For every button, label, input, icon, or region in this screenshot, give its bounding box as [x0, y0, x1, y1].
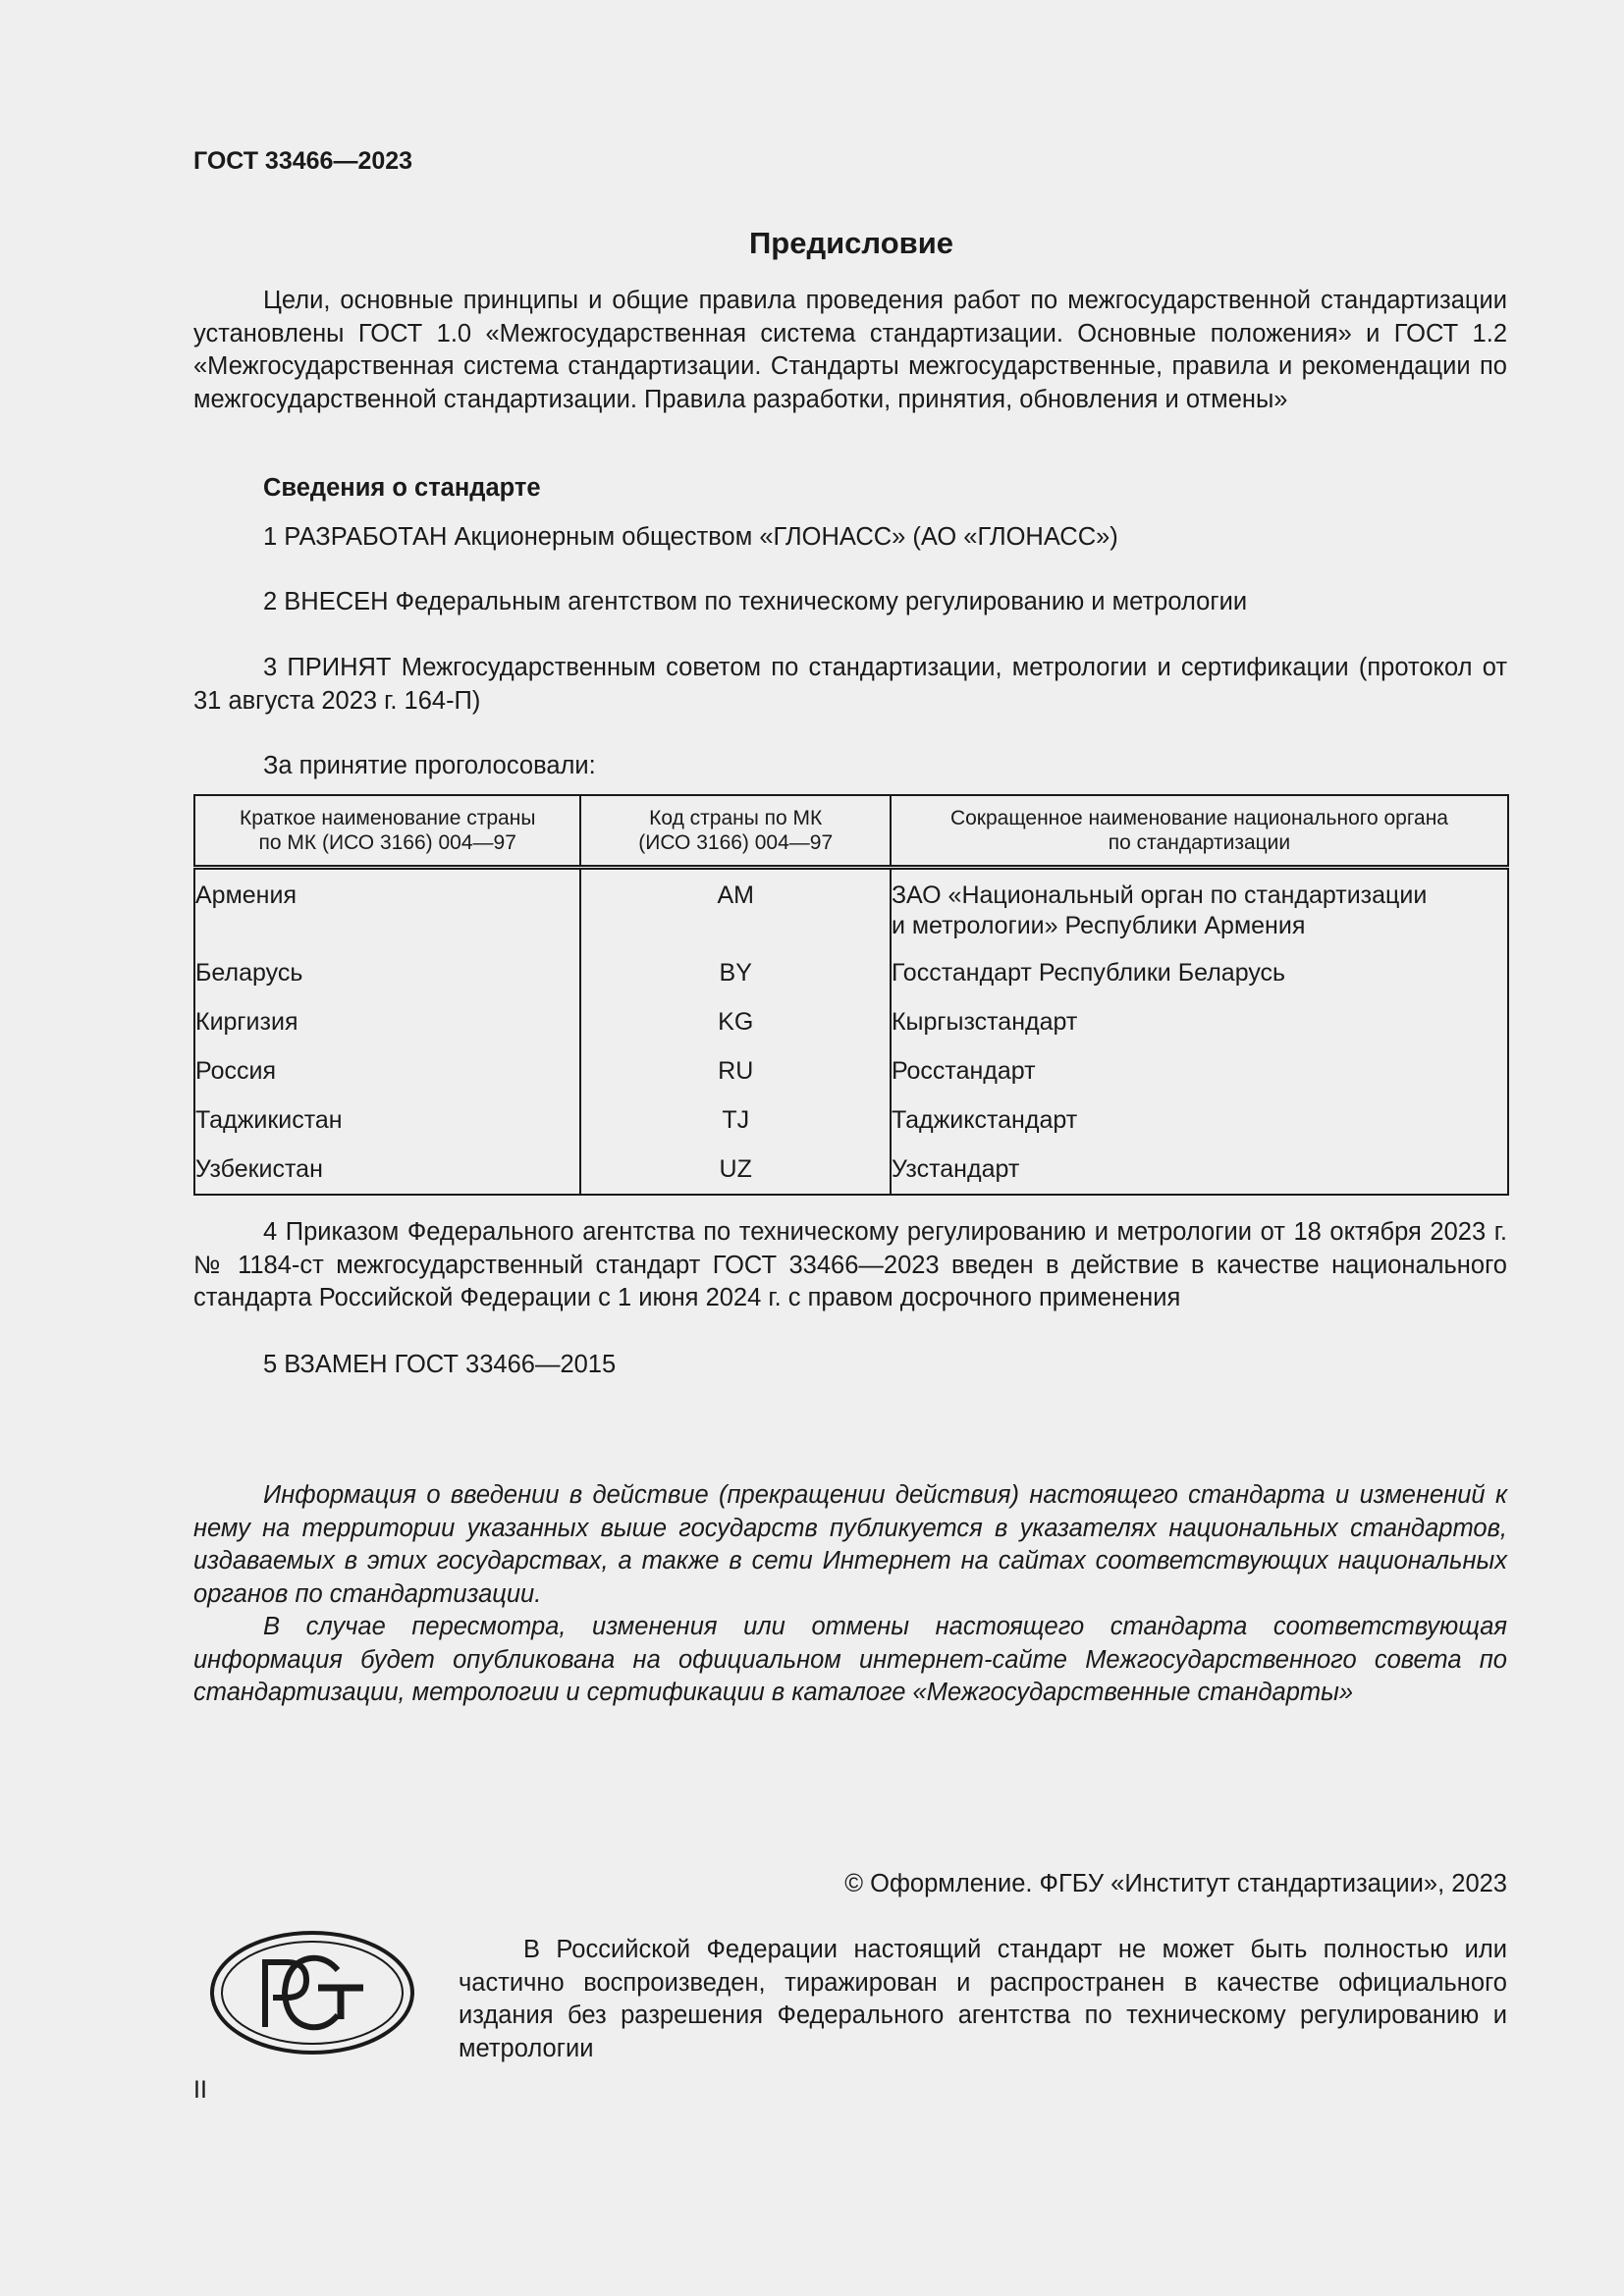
org-name: Кыргызстандарт [891, 1007, 1508, 1056]
country-code: UZ [580, 1154, 890, 1195]
reproduction-notice: В Российской Федерации настоящий стандарт не может быть полностью или частично воспроизведен, тиражирован и распространен в качестве официального издания без разрешения Федерального агентства по техническому регулированию и метрологии [459, 1936, 1507, 2062]
table-row [194, 1007, 1508, 1056]
table-row [194, 868, 1508, 959]
intro-paragraph: Цели, основные принципы и общие правила проведения работ по межгосударственной стандартизации установлены ГОСТ 1.0 «Межгосударственная система стандартизации. Основные положения» и ГОСТ 1.2 «Межгосударственная система стандартизации. Стандарты межгосударственные, правила и рекомендации по межгосударственной стандартизации. Правила разработки, принятия, обновления и отмены» [193, 287, 1507, 413]
table-row [194, 1105, 1508, 1154]
copyright-text: © Оформление. ФГБУ «Институт стандартизации», 2023 [844, 1870, 1507, 1897]
org-name: Таджикстандарт [891, 1105, 1508, 1154]
header-code: Код страны по МК (ИСО 3166) 004—97 [580, 795, 890, 868]
header-org: Сокращенное наименование национального органа по стандартизации [891, 795, 1508, 868]
header-country: Краткое наименование страны по МК (ИСО 3166) 004—97 [194, 795, 580, 868]
country-name: Киргизия [194, 1007, 580, 1056]
standard-code: ГОСТ 33466—2023 [193, 147, 413, 175]
org-name: ЗАО «Национальный орган по стандартизации и метрологии» Республики Армения [891, 868, 1508, 959]
rst-logo-icon [208, 1929, 416, 2056]
voting-table [193, 794, 1509, 1196]
country-code: TJ [580, 1105, 890, 1154]
org-name: Росстандарт [891, 1056, 1508, 1105]
country-name: Узбекистан [194, 1154, 580, 1195]
item-order: 4 Приказом Федерального агентства по техническому регулированию и метрологии от 18 октября 2023 г. № 1184-ст межгосударственный стандарт ГОСТ 33466—2023 введен в действие в качестве национального стандарта Российской Федерации с 1 июня 2024 г. с правом досрочного применения [193, 1218, 1507, 1311]
page-title: Предисловие [748, 226, 953, 260]
country-name: Армения [194, 868, 580, 959]
table-row [194, 958, 1508, 1007]
org-name: Госстандарт Республики Беларусь [891, 958, 1508, 1007]
voted-label: За принятие проголосовали: [263, 752, 596, 779]
table-row [194, 1154, 1508, 1195]
country-name: Россия [194, 1056, 580, 1105]
table-row [194, 1056, 1508, 1105]
country-name: Таджикистан [194, 1105, 580, 1154]
rst-logo [208, 1929, 416, 2061]
table-header-row [194, 795, 1508, 868]
item-adopted: 3 ПРИНЯТ Межгосударственным советом по стандартизации, метрологии и сертификации (протокол от 31 августа 2023 г. 164-П) [193, 654, 1507, 715]
item-replaces: 5 ВЗАМЕН ГОСТ 33466—2015 [263, 1351, 617, 1378]
country-code: BY [580, 958, 890, 1007]
country-code: AM [580, 868, 890, 959]
country-code: RU [580, 1056, 890, 1105]
country-code: KG [580, 1007, 890, 1056]
info-paragraph-2: В случае пересмотра, изменения или отмены настоящего стандарта соответствующая информация будет опубликована на официальном интернет-сайте Межгосударственного совета по стандартизации, метрологии и сертификации в каталоге «Межгосударственные стандарты» [193, 1613, 1507, 1706]
item-developed: 1 РАЗРАБОТАН Акционерным обществом «ГЛОНАСС» (АО «ГЛОНАСС») [263, 523, 1118, 551]
section-heading: Сведения о стандарте [263, 474, 541, 502]
org-name: Узстандарт [891, 1154, 1508, 1195]
info-paragraph-1: Информация о введении в действие (прекращении действия) настоящего стандарта и изменений к нему на территории указанных выше государств публикуется в указателях национальных стандартов, издаваемых в этих государствах, а также в сети Интернет на сайтах соответствующих национальных органов по стандартизации. [193, 1481, 1507, 1608]
country-name: Беларусь [194, 958, 580, 1007]
page-number: II [193, 2076, 207, 2104]
item-introduced: 2 ВНЕСЕН Федеральным агентством по техническому регулированию и метрологии [263, 588, 1248, 615]
